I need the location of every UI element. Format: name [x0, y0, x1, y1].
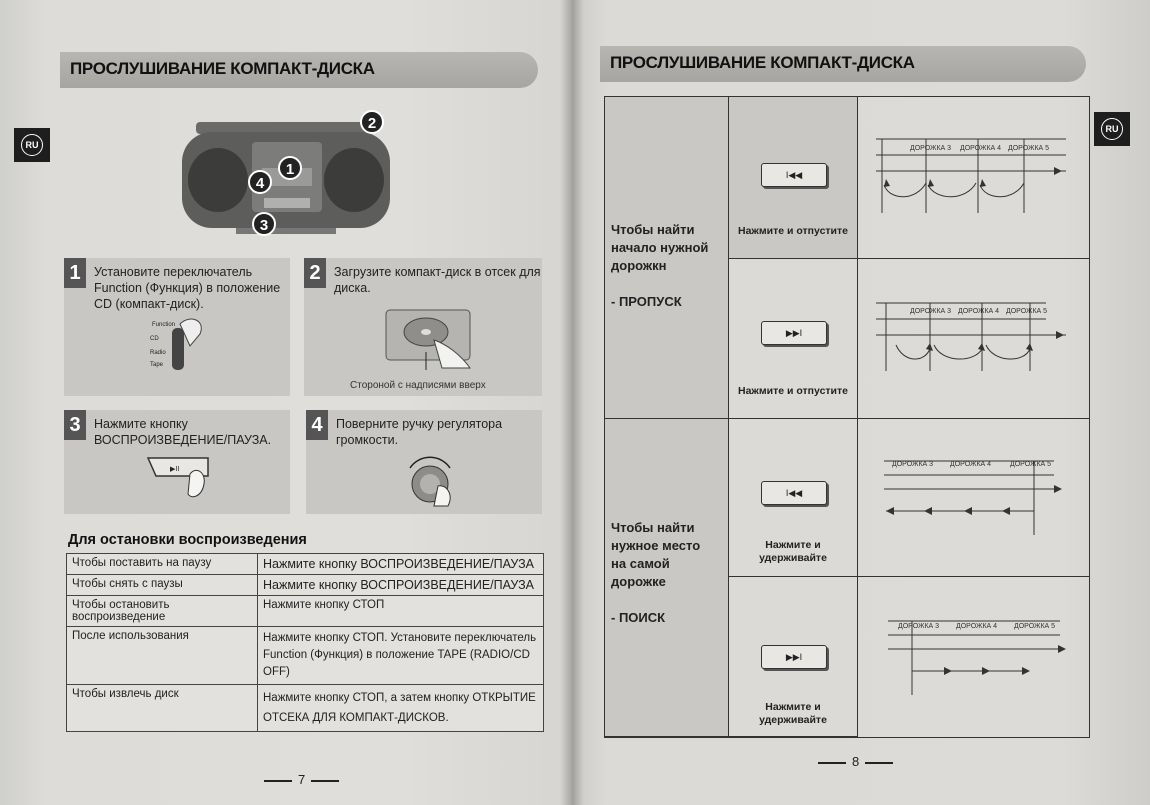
step-text: Загрузите компакт-диск в отсек для диска. [334, 265, 541, 295]
step-3 [64, 410, 290, 514]
page-header [60, 52, 538, 88]
table-row [67, 596, 544, 627]
track-label: ДОРОЖКА 4 [960, 145, 1002, 152]
prev-button-icon: I◀◀ [761, 163, 827, 187]
row-instruction: Нажмите кнопку СТОП [258, 596, 544, 627]
step-4 [306, 410, 542, 514]
left-page [0, 0, 572, 805]
row-action: Чтобы остановить воспроизведение [67, 596, 258, 627]
track-label: ДОРОЖКА 5 [1010, 461, 1052, 468]
table-row [67, 627, 544, 685]
step-text: Установите переключатель Function (Функция) в положение CD (компакт-диск). [94, 265, 281, 311]
book-spine [560, 0, 584, 805]
skip-back-cell [729, 97, 858, 259]
step-number: 3 [64, 410, 86, 440]
search-forward-cell [729, 577, 858, 737]
search-label-cell [605, 419, 729, 737]
track-label: ДОРОЖКА 4 [958, 308, 1000, 315]
header-text: ПРОСЛУШИВАНИЕ КОМПАКТ-ДИСКА [610, 53, 915, 72]
track-label: ДОРОЖКА 5 [1006, 308, 1048, 315]
function-switch-illustration [150, 314, 220, 376]
switch-label: CD [150, 336, 159, 342]
step-number: 2 [304, 258, 326, 288]
next-button-icon: ▶▶I [761, 321, 827, 345]
track-label: ДОРОЖКА 3 [892, 461, 934, 468]
language-badge [14, 128, 50, 162]
boombox-illustration [176, 108, 398, 238]
insert-caption: Стороной с надписями вверх [350, 380, 486, 391]
step-text: Нажмите кнопку ВОСПРОИЗВЕДЕНИЕ/ПАУЗА. [94, 417, 272, 447]
action-text: Нажмите и отпустите [738, 225, 848, 237]
search-forward-diagram-cell [858, 577, 1089, 737]
skip-forward-cell [729, 259, 858, 419]
track-label: ДОРОЖКА 3 [898, 623, 940, 630]
track-label: ДОРОЖКА 3 [910, 145, 952, 152]
badge-text: RU [1101, 118, 1123, 140]
search-label: Чтобы найти нужное место на самой дорожке - ПОИСК [611, 520, 701, 625]
track-label: ДОРОЖКА 5 [1014, 623, 1056, 630]
track-label: ДОРОЖКА 5 [1008, 145, 1050, 152]
svg-text:▶II: ▶II [170, 466, 180, 473]
callout-label: 4 [255, 175, 265, 192]
play-button-illustration [144, 454, 224, 504]
step-number: 4 [306, 410, 328, 440]
table-row [67, 685, 544, 732]
row-action: После использования [67, 627, 258, 685]
skip-label: Чтобы найти начало нужной дорожкн - ПРОПУСК [611, 222, 709, 309]
callout-label: 1 [285, 161, 295, 178]
header-text: ПРОСЛУШИВАНИЕ КОМПАКТ-ДИСКА [70, 59, 375, 78]
row-action: Чтобы поставить на паузу [67, 554, 258, 575]
row-action: Чтобы извлечь диск [67, 685, 258, 732]
next-button-icon: ▶▶I [761, 645, 827, 669]
step-text: Поверните ручку регулятора громкости. [336, 417, 503, 447]
search-back-cell [729, 419, 858, 577]
page-number: 8 [812, 754, 899, 769]
skip-forward-diagram-cell [858, 259, 1089, 419]
page-header [600, 46, 1086, 82]
search-skip-table [604, 96, 1090, 738]
stop-section-title: Для остановки воспроизведения [68, 532, 307, 548]
action-text: Нажмите и удерживайте [759, 701, 827, 726]
row-instruction: Нажмите кнопку СТОП. Установите переключатель Function (Функция) в положение TAPE (RADIO/CD OFF) [258, 627, 544, 685]
switch-label: Radio [150, 350, 166, 356]
page-number: 7 [258, 772, 345, 787]
volume-knob-illustration [402, 454, 462, 510]
track-label: ДОРОЖКА 4 [950, 461, 992, 468]
step-2 [304, 258, 542, 396]
badge-text: RU [21, 134, 43, 156]
skip-label-cell [605, 97, 729, 419]
table-row [67, 575, 544, 596]
step-1 [64, 258, 290, 396]
row-instruction: Нажмите кнопку ВОСПРОИЗВЕДЕНИЕ/ПАУЗА [258, 554, 544, 575]
step-number: 1 [64, 258, 86, 288]
track-label: ДОРОЖКА 4 [956, 623, 998, 630]
cd-loading-illustration [382, 304, 478, 374]
table-row [67, 554, 544, 575]
callout-label: 2 [367, 115, 377, 132]
row-action: Чтобы снять с паузы [67, 575, 258, 596]
callout-label: 3 [259, 217, 269, 234]
language-badge [1094, 112, 1130, 146]
switch-label: Function [152, 322, 176, 328]
action-text: Нажмите и отпустите [738, 385, 848, 397]
row-instruction: Нажмите кнопку ВОСПРОИЗВЕДЕНИЕ/ПАУЗА [258, 575, 544, 596]
row-instruction: Нажмите кнопку СТОП, а затем кнопку ОТКРЫТИЕ ОТСЕКА ДЛЯ КОМПАКТ-ДИСКОВ. [258, 685, 544, 732]
stop-table [66, 553, 544, 732]
prev-button-icon: I◀◀ [761, 481, 827, 505]
switch-label: Tape [150, 362, 164, 368]
action-text: Нажмите и удерживайте [759, 539, 827, 564]
search-back-diagram-cell [858, 419, 1089, 577]
track-label: ДОРОЖКА 3 [910, 308, 952, 315]
skip-back-diagram-cell [858, 97, 1089, 259]
